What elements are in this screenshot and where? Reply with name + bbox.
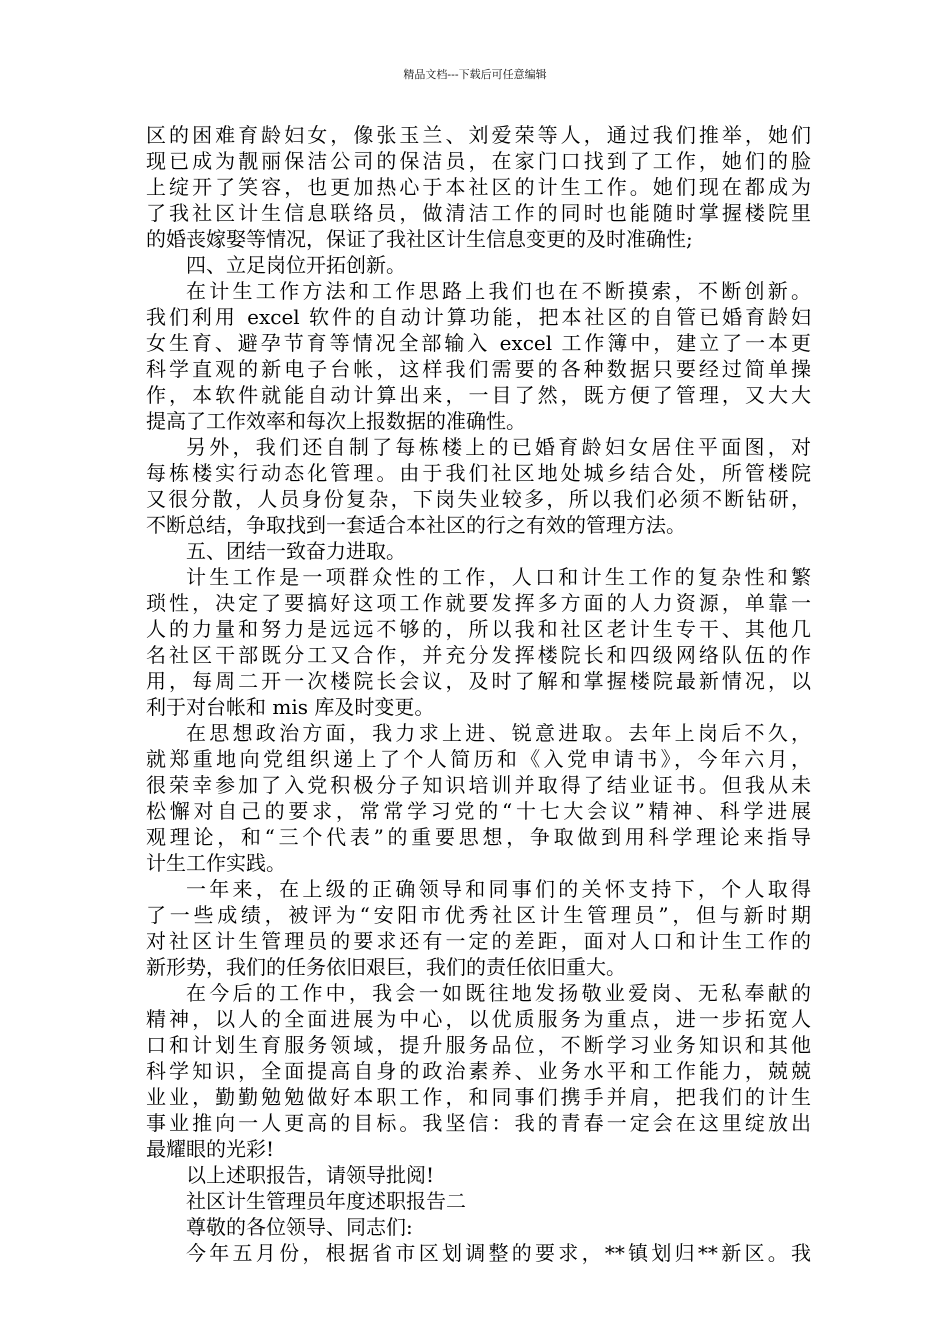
- section-heading: 四、立足岗位开拓创新。: [186, 253, 406, 277]
- text-line: 琐性，决定了要搞好这项工作就要发挥多方面的人力资源，单靠一: [146, 591, 811, 615]
- paragraph-start: 在思想政治方面，我力求上进、锐意进取。去年上岗后不久，: [186, 721, 811, 745]
- text-line: 对社区计生管理员的要求还有一定的差距，面对人口和计生工作的: [146, 929, 811, 953]
- text-line: 了我社区计生信息联络员，做清洁工作的同时也能随时掌握楼院里: [146, 201, 811, 225]
- text-line: 我们利用 excel 软件的自动计算功能，把本社区的自管已婚育龄妇: [146, 305, 811, 329]
- paragraph-start: 在今后的工作中，我会一如既往地发扬敬业爱岗、无私奉献的: [186, 981, 811, 1005]
- report-title: 社区计生管理员年度述职报告二: [186, 1189, 466, 1213]
- text-line: 不断总结，争取找到一套适合本社区的行之有效的管理方法。: [146, 513, 686, 537]
- text-line: 现已成为靓丽保洁公司的保洁员，在家门口找到了工作，她们的脸: [146, 149, 811, 173]
- text-line: 很荣幸参加了入党积极分子知识培训并取得了结业证书。但我从未: [146, 773, 811, 797]
- closing-line: 以上述职报告，请领导批阅!: [186, 1163, 435, 1187]
- text-line: 科学直观的新电子台帐，这样我们需要的各种数据只要经过简单操: [146, 357, 811, 381]
- text-line: 上绽开了笑容，也更加热心于本社区的计生工作。她们现在都成为: [146, 175, 811, 199]
- text-line: 作，本软件就能自动计算出来，一目了然，既方便了管理，又大大: [146, 383, 811, 407]
- paragraph-start: 一年来，在上级的正确领导和同事们的关怀支持下，个人取得: [186, 877, 811, 901]
- text-line: 又很分散，人员身份复杂，下岗失业较多，所以我们必须不断钻研，: [146, 487, 811, 511]
- text-line: 观理论，和“三个代表”的重要思想，争取做到用科学理论来指导: [146, 825, 811, 849]
- text-line: 区的困难育龄妇女，像张玉兰、刘爱荣等人，通过我们推举，她们: [146, 123, 811, 147]
- paragraph-start: 在计生工作方法和工作思路上我们也在不断摸索，不断创新。: [186, 279, 811, 303]
- text-line: 业业，勤勤勉勉做好本职工作，和同事们携手并肩，把我们的计生: [146, 1085, 811, 1109]
- text-line: 计生工作实践。: [146, 851, 286, 875]
- salutation: 尊敬的各位领导、同志们:: [186, 1215, 413, 1239]
- text-line: 的婚丧嫁娶等情况，保证了我社区计生信息变更的及时准确性;: [146, 227, 693, 251]
- text-line: 名社区干部既分工又合作，并充分发挥楼院长和四级网络队伍的作: [146, 643, 811, 667]
- text-line: 精神，以人的全面进展为中心，以优质服务为重点，进一步拓宽人: [146, 1007, 811, 1031]
- text-line: 女生育、避孕节育等情况全部输入 excel 工作簿中，建立了一本更: [146, 331, 811, 355]
- text-line: 人的力量和努力是远远不够的，所以我和社区老计生专干、其他几: [146, 617, 811, 641]
- text-line: 每栋楼实行动态化管理。由于我们社区地处城乡结合处，所管楼院: [146, 461, 811, 485]
- text-line: 最耀眼的光彩!: [146, 1137, 275, 1161]
- document-body: [146, 122, 811, 1266]
- text-line: 事业推向一人更高的目标。我坚信：我的青春一定会在这里绽放出: [146, 1111, 811, 1135]
- page-header: 精品文档---下载后可任意编辑: [403, 68, 547, 81]
- text-line: 用，每周二开一次楼院长会议，及时了解和掌握楼院最新情况，以: [146, 669, 811, 693]
- text-line: 就郑重地向党组织递上了个人简历和《入党申请书》，今年六月，: [146, 747, 811, 771]
- text-line: 利于对台帐和 mis 库及时变更。: [146, 695, 435, 719]
- paragraph-start: 今年五月份，根据省市区划调整的要求，**镇划归**新区。我: [186, 1241, 811, 1265]
- text-line: 提高了工作效率和每次上报数据的准确性。: [146, 409, 526, 433]
- text-line: 科学知识，全面提高自身的政治素养、业务水平和工作能力，兢兢: [146, 1059, 811, 1083]
- text-line: 口和计划生育服务领域，提升服务品位，不断学习业务知识和其他: [146, 1033, 811, 1057]
- text-line: 新形势，我们的任务依旧艰巨，我们的责任依旧重大。: [146, 955, 626, 979]
- text-line: 松懈对自己的要求，常常学习党的“十七大会议”精神、科学进展: [146, 799, 811, 823]
- section-heading: 五、团结一致奋力进取。: [186, 539, 406, 563]
- text-line: 了一些成绩，被评为“安阳市优秀社区计生管理员”，但与新时期: [146, 903, 811, 927]
- paragraph-start: 计生工作是一项群众性的工作，人口和计生工作的复杂性和繁: [186, 565, 811, 589]
- paragraph-start: 另外，我们还自制了每栋楼上的已婚育龄妇女居住平面图，对: [186, 435, 811, 459]
